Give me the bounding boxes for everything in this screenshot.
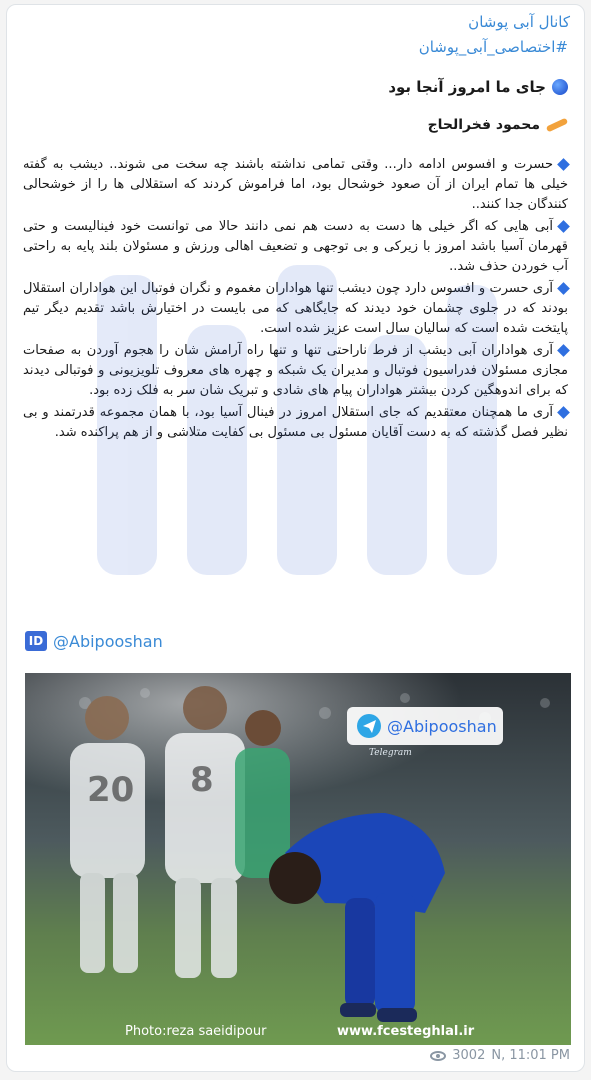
photo-badge-sub: Telegram [369,748,412,758]
paragraph-3: آری حسرت و افسوس دارد چون دیشب تنها هواداران مغموم و نگران فوتبال این هواداران استقلال بودند که در جلوی چشمان خود دیدند که جایگاهی که می بایست در اختیارش باشد تقدیم دیگر تیم پایتخت شده است که سالیان سال است عزیز شده است. [23,281,568,336]
diamond-icon [557,344,570,357]
message-body [23,37,568,445]
author-line [23,115,568,135]
diamond-icon [557,158,570,171]
photo-illustration [25,673,571,1045]
blue-circle-icon [552,79,568,95]
headline [23,77,568,97]
photo-site: www.fcesteghlal.ir [337,1024,475,1039]
author-name: محمود فخرالحاج [427,117,540,133]
channel-handle-row[interactable] [25,631,163,651]
writing-hand-icon [546,118,568,132]
headline-text: جای ما امروز آنجا بود [388,78,546,96]
channel-name[interactable]: کانال آبی پوشان [468,13,570,31]
message-card [6,4,585,1072]
message-meta [430,1048,570,1063]
diamond-icon [557,282,570,295]
post-photo[interactable] [25,673,571,1045]
id-badge-icon: ID [25,631,47,651]
photo-credit: Photo:reza saeidipour [125,1024,267,1039]
paragraph-4: آری هواداران آبی دیشب از فرط ناراحتی تنها و تنها راه آرامش شان را هجوم آوردن به صفحات مجازی مسئولان فدراسیون فوتبال و مدیران یک شبکه و چهره های معروف تلویزیونی و فوتبالی دیدند که برای اندوهگین کردن بیشتر هواداران پیام های شادی و تبریک شان سر به فلک زده بود. [23,343,568,398]
hashtag-link[interactable]: #اختصاصی_آبی_پوشان [418,38,568,56]
eye-icon [430,1051,446,1061]
timestamp: N, 11:01 PM [491,1048,570,1063]
photo-badge-handle: @Abipooshan [387,717,497,736]
channel-handle-link[interactable]: @Abipooshan [53,631,163,651]
paragraph-2: آبی هایی که اگر خیلی ها دست به دست هم نمی دانند حالا می توانست خود فینالیست و حتی قهرمان آسیا باشد امروز با زیرکی و بی توجهی و تضعیف اهالی ورزش و مسئولان بلند پایه به راحتی آب خوردن حذف شد.. [23,219,568,274]
shirt-number-left: 20 [87,770,135,810]
shirt-number-mid: 8 [190,760,214,800]
paragraph-5: آری ما همچنان معتقدیم که جای استقلال امروز در فینال آسیا بود، با همان مجموعه قدرتمند و بی نظیر فصل گذشته که به دست آقایان مسئول بی مسئول بی کفایت متلاشی و از هم پراکنده شد. [23,405,568,440]
diamond-icon [557,220,570,233]
paragraph-1: حسرت و افسوس ادامه دار... وقتی تمامی نداشته باشند چه سخت می شوند.. دیشب به گفته خیلی ها تمام ایران از آن صعود خوشحال بود، اما فراموش کردند که استقلالی ها را از خوشحالی کنندگان جدا کنند.. [23,157,568,212]
diamond-icon [557,406,570,419]
view-count: 3002 [452,1048,486,1063]
